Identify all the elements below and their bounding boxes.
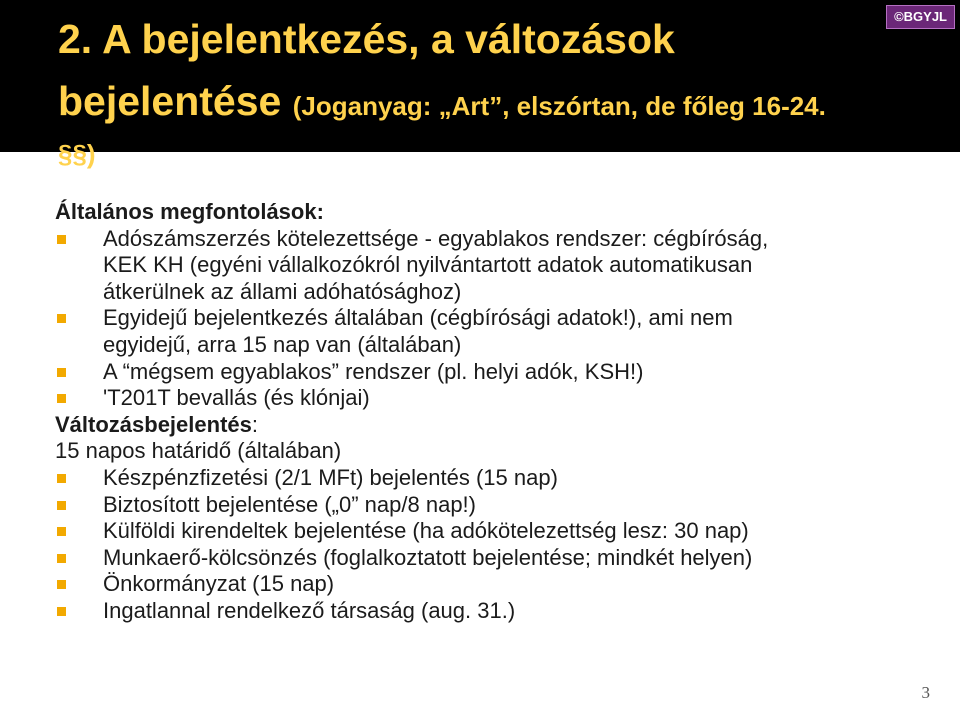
bullet-line: 'T201T bevallás (és klónjai) [103,385,370,411]
bullet-line: Készpénzfizetési (2/1 MFt) bejelentés (15 nap) [103,464,558,490]
title-line-2-sub: (Joganyag: „Art”, elszórtan, de főleg 16-24. [292,91,826,121]
section-changes-heading-line [55,412,935,439]
bullet-square-icon [57,554,66,563]
bullet-square-icon [57,474,66,483]
bullet-line: Adószámszerzés kötelezettsége - egyablakos rendszer: cégbíróság, [103,225,769,251]
bullet-line: Ingatlannal rendelkező társaság (aug. 31.) [103,597,516,623]
bullet-line: Biztosított bejelentése („0” nap/8 nap!) [103,491,476,517]
title-line-1: 2. A bejelentkezés, a változások [58,16,675,62]
bullet-continuation: átkerülnek az állami adóhatósághoz) [103,278,462,304]
title-band [0,0,960,152]
bullet-item [55,571,935,598]
bullet-item [55,518,935,545]
bullet-item [55,492,935,519]
title-line-2 [58,70,928,137]
copyright-badge: ©BGYJL [886,5,955,29]
section-changes-intro: 15 napos határidő (általában) [55,438,342,464]
bullet-line: A “mégsem egyablakos” rendszer (pl. helyi adók, KSH!) [103,358,644,384]
bullet-square-icon [57,394,66,403]
section-changes-heading: Változásbejelentés [55,411,252,437]
bullet-square-icon [57,314,66,323]
title-line-3: §§) [58,139,96,169]
title-line-2-main: bejelentése [58,78,282,124]
bullet-square-icon [57,235,66,244]
section-changes-heading-suffix: : [251,411,258,437]
section-general-heading: Általános megfontolások: [55,199,324,224]
bullet-square-icon [57,501,66,510]
bullet-square-icon [57,580,66,589]
bullet-item [55,385,935,412]
bullet-line: Munkaerő-kölcsönzés (foglalkoztatott bejelentése; mindkét helyen) [103,544,753,570]
bullet-line: Önkormányzat (15 nap) [103,571,335,597]
bullet-item [55,545,935,572]
bullet-item [55,465,935,492]
bullet-line: Külföldi kirendeltek bejelentése (ha adókötelezettség lesz: 30 nap) [103,518,749,544]
page-number: 3 [921,683,930,702]
bullet-item [55,305,935,332]
bullet-item [55,598,935,625]
bullet-item [55,226,935,253]
slide-body [55,199,935,625]
bullet-continuation: egyidejű, arra 15 nap van (általában) [103,331,462,357]
bullet-line: Egyidejű bejelentkezés általában (cégbírósági adatok!), ami nem [103,305,733,331]
bullet-square-icon [57,607,66,616]
bullet-item [55,359,935,386]
bullet-continuation: KEK KH (egyéni vállalkozókról nyilvántartott adatok automatikusan [103,252,753,278]
bullet-square-icon [57,368,66,377]
slide-title [58,8,928,137]
bullet-square-icon [57,527,66,536]
